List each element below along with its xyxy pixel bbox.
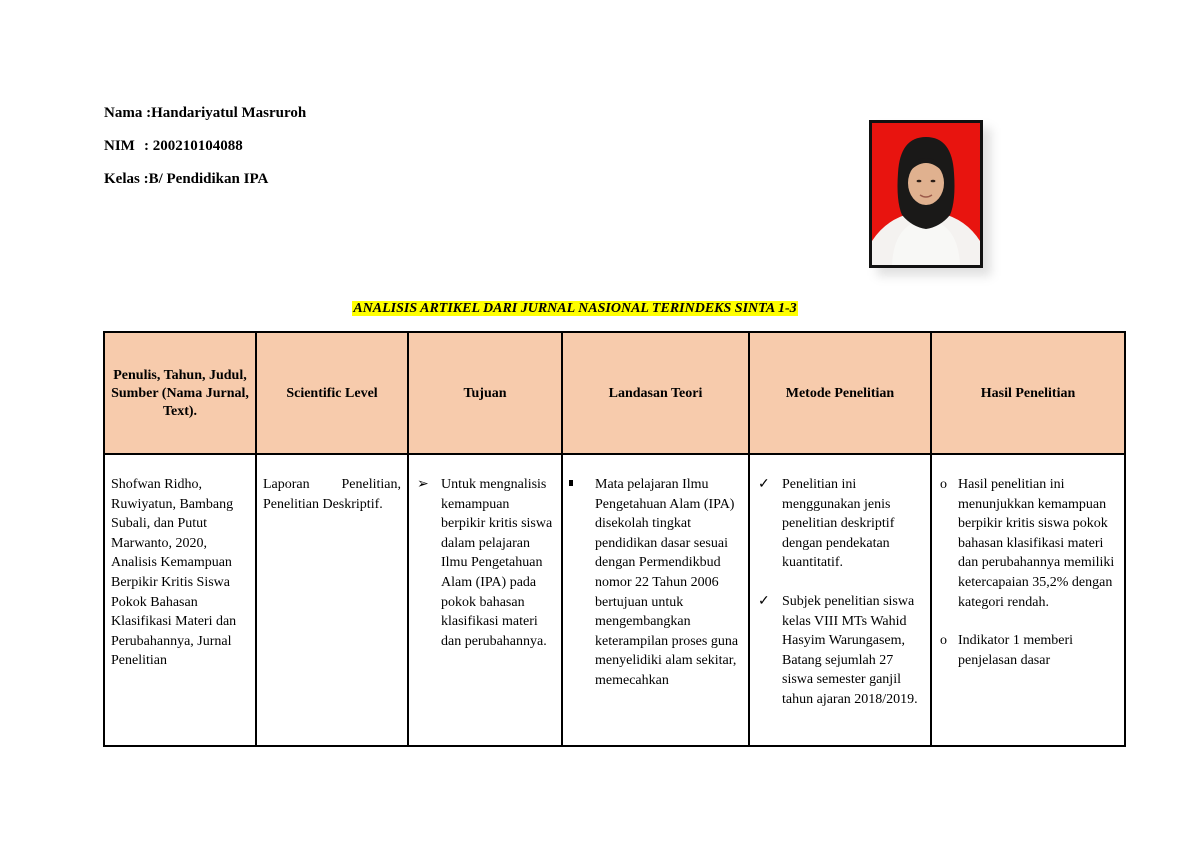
nim-value: : 200210104088	[144, 138, 243, 154]
analysis-table	[103, 331, 1126, 747]
student-name	[104, 105, 306, 122]
check-bullet-icon: ✓	[758, 593, 770, 609]
hasil-text-2: Indikator 1 memberi penjelasan dasar	[958, 633, 1074, 668]
student-nim	[104, 138, 243, 155]
student-photo	[869, 120, 983, 268]
circle-bullet-icon: o	[940, 633, 947, 649]
arrow-bullet-icon: ➢	[417, 477, 429, 492]
tujuan-item	[415, 475, 555, 651]
cell-penulis	[104, 454, 256, 746]
table-row	[104, 454, 1125, 746]
cell-scientific-level	[256, 454, 408, 746]
student-class	[104, 171, 268, 188]
level-text: Laporan Penelitian, Penelitian Deskriptif.	[263, 477, 401, 512]
cell-metode-penelitian	[749, 454, 931, 746]
document-title-text: ANALISIS ARTIKEL DARI JURNAL NASIONAL TERINDEKS SINTA 1-3	[353, 301, 797, 316]
penulis-text: Shofwan Ridho, Ruwiyatun, Bambang Subali, dan Putut Marwanto, 2020, Analisis Kemampuan Berpikir Kritis Siswa Pokok Bahasan Klasifikasi Materi dan Perubahannya, Jurnal Penelitian	[111, 477, 237, 669]
student-portrait-image	[872, 123, 980, 265]
cell-landasan-teori	[562, 454, 749, 746]
circle-bullet-icon: o	[940, 477, 947, 492]
header-scientific-level: Scientific Level	[256, 332, 408, 454]
landasan-text: Mata pelajaran Ilmu Pengetahuan Alam (IPA) disekolah tingkat pendidikan dasar sesuai dengan Permendikbud nomor 22 Tahun 2006 bertujuan untuk mengembangkan keterampilan proses guna menyelidiki alam sekitar, memecahkan	[595, 477, 739, 688]
square-bullet-icon	[569, 480, 573, 486]
metode-text-2: Subjek penelitian siswa kelas VIII MTs Wahid Hasyim Warungasem, Batang sejumlah 27 siswa semester ganjil tahun ajaran 2018/2019.	[782, 593, 918, 707]
hasil-item-1	[938, 475, 1118, 612]
name-label: Nama :	[104, 105, 152, 121]
hasil-item-2	[938, 631, 1118, 670]
cell-tujuan	[408, 454, 562, 746]
metode-item-2	[756, 592, 924, 710]
header-landasan-teori: Landasan Teori	[562, 332, 749, 454]
header-metode-penelitian: Metode Penelitian	[749, 332, 931, 454]
cell-hasil-penelitian	[931, 454, 1125, 746]
metode-item-1	[756, 475, 924, 573]
landasan-item	[569, 475, 742, 691]
document-title	[0, 301, 1150, 317]
tujuan-text: Untuk mengnalisis kemampuan berpikir kritis siswa dalam pelajaran Ilmu Pengetahuan Alam (IPA) pada pokok bahasan klasifikasi materi dan perubahannya.	[441, 477, 553, 649]
class-value: B/ Pendidikan IPA	[148, 171, 269, 187]
hasil-text-1: Hasil penelitian ini menunjukkan kemampuan berpikir kritis siswa pokok bahasan klasifikasi materi dan perubahannya memiliki ketercapaian 35,2% dengan kategori rendah.	[958, 477, 1115, 610]
header-penulis: Penulis, Tahun, Judul, Sumber (Nama Jurnal, Text).	[104, 332, 256, 454]
header-hasil-penelitian: Hasil Penelitian	[931, 332, 1125, 454]
name-value: Handariyatul Masruroh	[151, 105, 307, 121]
nim-label: NIM	[104, 138, 135, 154]
table-header-row	[104, 332, 1125, 454]
class-label: Kelas :	[104, 171, 149, 187]
check-bullet-icon: ✓	[758, 477, 770, 492]
header-tujuan: Tujuan	[408, 332, 562, 454]
metode-text-1: Penelitian ini menggunakan jenis penelitian deskriptif dengan pendekatan kuantitatif.	[782, 477, 895, 571]
